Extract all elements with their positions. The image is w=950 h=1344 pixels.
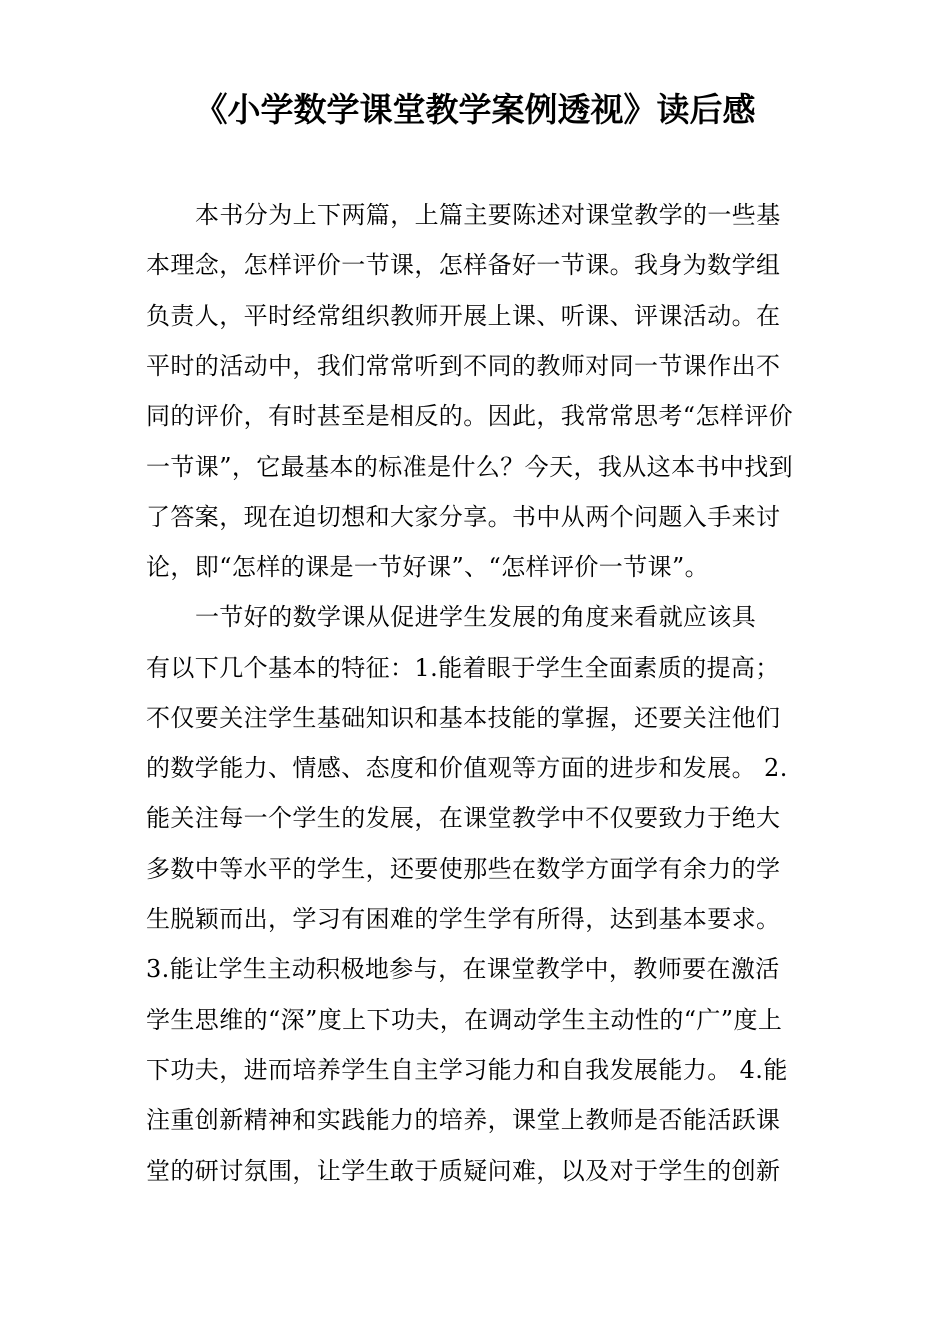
paragraph-2-line: 有以下几个基本的特征：1.能着眼于学生全面素质的提高； xyxy=(146,654,780,682)
paragraph-1-line: 了答案，现在迫切想和大家分享。书中从两个问题入手来讨 xyxy=(146,503,781,531)
paragraph-2-line: 下功夫，进而培养学生自主学习能力和自我发展能力。 4.能 xyxy=(146,1056,788,1084)
paragraph-2-line: 生脱颖而出，学习有困难的学生学有所得，达到基本要求。 xyxy=(146,905,781,933)
paragraph-1-line: 同的评价，有时甚至是相反的。因此，我常常思考“怎样评价 xyxy=(146,402,794,430)
paragraph-1-line: 论，即“怎样的课是一节好课”、“怎样评价一节课”。 xyxy=(146,553,710,581)
paragraph-2-line: 一节好的数学课从促进学生发展的角度来看就应该具 xyxy=(195,603,757,631)
paragraph-1-line: 负责人，平时经常组织教师开展上课、听课、评课活动。在 xyxy=(146,302,781,330)
paragraph-2-line: 3.能让学生主动积极地参与，在课堂教学中，教师要在激活 xyxy=(146,955,780,983)
paragraph-1-line: 平时的活动中，我们常常听到不同的教师对同一节课作出不 xyxy=(146,352,781,380)
paragraph-2-line: 不仅要关注学生基础知识和基本技能的掌握，还要关注他们 xyxy=(146,704,781,732)
paragraph-2-line: 多数中等水平的学生，还要使那些在数学方面学有余力的学 xyxy=(146,855,781,883)
paragraph-2-line: 学生思维的“深”度上下功夫，在调动学生主动性的“广”度上 xyxy=(146,1006,783,1034)
paragraph-2-line: 注重创新精神和实践能力的培养，课堂上教师是否能活跃课 xyxy=(146,1106,781,1134)
paragraph-1-line: 本书分为上下两篇，上篇主要陈述对课堂教学的一些基 xyxy=(195,201,781,229)
paragraph-1-line: 一节课”，它最基本的标准是什么？今天，我从这本书中找到 xyxy=(146,453,794,481)
paragraph-1-line: 本理念，怎样评价一节课，怎样备好一节课。我身为数学组 xyxy=(146,251,781,279)
paragraph-2-line: 的数学能力、情感、态度和价值观等方面的进步和发展。 2. xyxy=(146,754,788,782)
paragraph-2-line: 能关注每一个学生的发展，在课堂教学中不仅要致力于绝大 xyxy=(146,804,781,832)
paragraph-2-line: 堂的研讨氛围，让学生敢于质疑问难，以及对于学生的创新 xyxy=(146,1157,781,1185)
document-title: 《小学数学课堂教学案例透视》读后感 xyxy=(194,90,756,129)
